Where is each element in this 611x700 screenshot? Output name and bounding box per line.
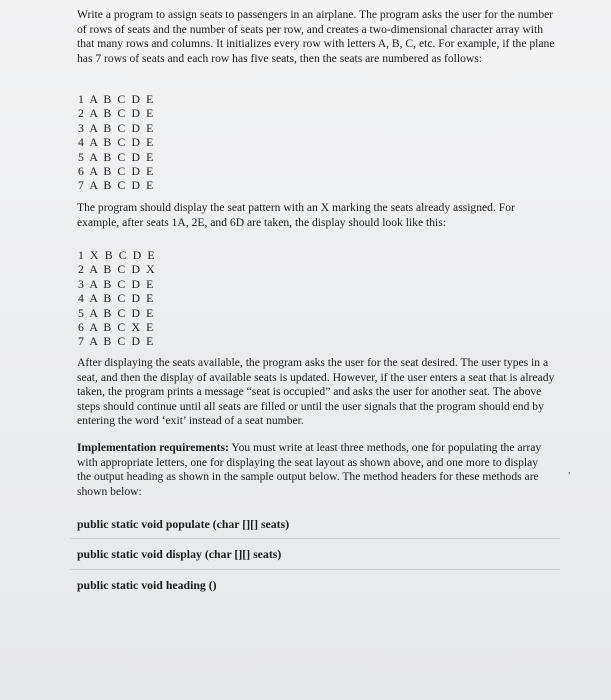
seat-row: 6 A B C D E [78,164,155,179]
seat-row: 1 A B C D E [78,92,155,106]
divider [70,569,560,570]
implementation-label: Implementation requirements: [77,441,229,454]
seat-row: 4 A B C D E [78,135,155,150]
implementation-text: You must write at least three methods, one for populating the array with appropriate letters, one for displaying the seat layout as shown above, and one more to display the output heading as shown in the sample output below. The method headers for these methods are shown below: [77,441,542,498]
method-header-display: public static void display (char [][] seats) [77,547,282,561]
seat-row: 3 A B C D E [78,120,155,135]
intro-paragraph: Write a program to assign seats to passengers in an airplane. The program asks the user for the number of rows of seats and the number of seats per row, and creates a two-dimensional character array with that many rows and columns. It initializes every row with letters A, B, C, etc. For example, if the plane has 7 rows of seats and each row has five seats, then the seats are numbered as follows: [77,8,555,65]
display-intro-paragraph: The program should display the seat pattern with an X marking the seats already assigned. For example, after seats 1A, 2E, and 6D are taken, the display should look like this: [77,201,515,229]
initial-seat-grid [78,92,155,193]
seat-row: 7 A B C D E [78,178,155,193]
implementation-paragraph [77,441,555,499]
seat-row: 6 A B C X E [78,320,155,335]
seat-row: 2 A B C D X [78,262,157,277]
seat-row: 3 A B C D E [78,276,155,291]
seat-selection-paragraph: After displaying the seats available, the program asks the user for the seat desired. The user types in a seat, and then the display of available seats is updated. However, if the user enters a seat that is already taken, the program prints a message “seat is occupied” and asks the user for another seat. The above steps should continue until all seats are filled or until the user signals that the program should end by entering the word ‘exit’ instead of a seat number. [77,356,555,428]
taken-seat-grid [78,248,156,349]
method-header-heading: public static void heading () [77,578,217,592]
divider [70,538,560,539]
method-header-populate: public static void populate (char [][] seats) [77,517,290,531]
seat-row: 5 A B C D E [78,305,155,320]
seat-row: 5 A B C D E [78,149,155,164]
stray-mark: , [568,464,571,476]
seat-row: 7 A B C D E [78,334,155,349]
seat-row: 1 X B C D E [78,248,157,262]
seat-row: 2 A B C D E [78,106,155,121]
seat-row: 4 A B C D E [78,291,155,306]
